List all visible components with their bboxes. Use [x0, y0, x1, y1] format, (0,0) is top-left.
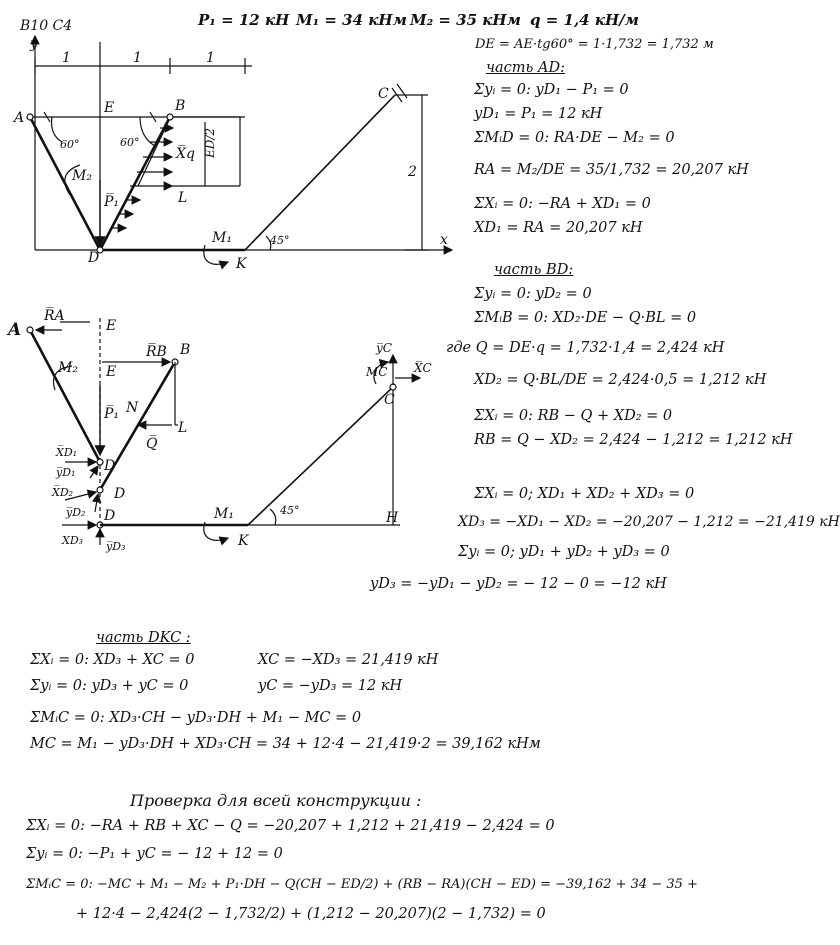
check-line-4: + 12·4 − 2,424(2 − 1,732/2) + (1,212 − 20,207)(2 − 1,732) = 0: [76, 906, 546, 922]
fbd-point-D: D: [114, 486, 126, 502]
fbd-moment-M1: M₁: [214, 506, 234, 522]
fbd-member-AD: [30, 330, 100, 462]
bd-line-6: RB = Q − XD₂ = 2,424 − 1,212 = 1,212 кН: [474, 432, 793, 448]
moment-M1-label: M₁: [212, 230, 232, 246]
fbd-point-N: N: [126, 400, 139, 416]
check-line-1: ΣXᵢ = 0: −RA + RB + XC − Q = −20,207 + 1,212 + 21,419 − 2,424 = 0: [26, 818, 555, 834]
fbd-force-XC: X̅C: [414, 361, 432, 375]
moment-M2-label: M₂: [72, 168, 92, 184]
fbd-point-C: C: [384, 392, 395, 408]
dkc-line-2b: yC = −yD₃ = 12 кН: [258, 678, 403, 694]
bd-line-3: где Q = DE·q = 1,732·1,4 = 2,424 кН: [446, 340, 725, 356]
fbd-force-XD2: X̅D₂: [52, 486, 74, 499]
fbd-point-A: A: [8, 320, 22, 340]
d-line-3: Σyᵢ = 0; yD₁ + yD₂ + yD₃ = 0: [458, 544, 670, 560]
fbd-point-L: L: [178, 420, 188, 436]
fbd-moment-MC: MC: [366, 365, 388, 379]
dim-label: 1: [62, 50, 71, 66]
check-line-2: Σyᵢ = 0: −P₁ + yC = − 12 + 12 = 0: [26, 846, 283, 862]
section-BD-title: часть BD:: [494, 262, 574, 278]
given-M1: M₁ = 34 кНм: [296, 11, 407, 29]
given-q: q = 1,4 кН/м: [530, 11, 639, 29]
fbd-force-YD2: y̅D₂: [66, 506, 86, 519]
fbd-point-E: E: [106, 364, 117, 380]
fbd-force-YD3: y̅D₃: [106, 540, 126, 553]
ad-line-4: RA = M₂/DE = 35/1,732 = 20,207 кН: [474, 162, 749, 178]
calc-DE: DE = AE·tg60° = 1·1,732 = 1,732 м: [475, 37, 714, 52]
ad-line-6: XD₁ = RA = 20,207 кН: [474, 220, 643, 236]
load-q-label: X̅q: [176, 146, 195, 162]
point-B-label: B: [175, 98, 186, 114]
fbd-angle-label: 45°: [280, 504, 300, 517]
fbd-force-RA: R̅A: [44, 308, 65, 324]
check-title: Проверка для всей конструкции :: [130, 791, 422, 810]
ad-line-1: Σyᵢ = 0: yD₁ − P₁ = 0: [474, 82, 629, 98]
fbd-point-E: E: [106, 318, 117, 334]
fbd-member-KC: [248, 387, 393, 525]
ad-line-3: ΣMᵢD = 0: RA·DE − M₂ = 0: [474, 130, 675, 146]
bd-line-4: XD₂ = Q·BL/DE = 2,424·0,5 = 1,212 кН: [474, 372, 767, 388]
fbd-point-H: H: [386, 510, 399, 526]
ad-line-5: ΣXᵢ = 0: −RA + XD₁ = 0: [474, 196, 651, 212]
dkc-line-3: ΣMᵢC = 0: XD₃·CH − yD₃·DH + M₁ − MC = 0: [30, 710, 362, 726]
axis-y-label: y: [30, 36, 38, 52]
dkc-line-4: MC = M₁ − yD₃·DH + XD₃·CH = 34 + 12·4 − 21,419·2 = 39,162 кНм: [30, 736, 541, 752]
fbd-point-B: B: [180, 342, 191, 358]
dkc-line-1a: ΣXᵢ = 0: XD₃ + XC = 0: [30, 652, 195, 668]
dim-ED2-label: ED/2: [203, 127, 217, 158]
point-K-label: K: [236, 256, 247, 272]
fbd-point-K: K: [238, 533, 249, 549]
angle-label: 60°: [120, 136, 140, 149]
fbd-point-D: D: [104, 458, 116, 474]
dkc-line-1b: XC = −XD₃ = 21,419 кН: [258, 652, 439, 668]
point-C-label: C: [378, 86, 389, 102]
fbd-force-RB: R̅B: [146, 344, 167, 360]
section-DKC-title: часть DKC :: [96, 630, 191, 646]
fbd-force-P1: P̅₁: [104, 406, 120, 422]
fbd-force-Q: Q̅: [146, 436, 158, 452]
angle-label: 60°: [60, 138, 80, 151]
dim-height-label: 2: [408, 164, 417, 180]
force-P1-label: P̅₁: [104, 194, 120, 210]
point-D-label: D: [88, 250, 100, 266]
fbd-force-YD1: y̅D₁: [56, 466, 76, 479]
check-line-3: ΣMᵢC = 0: −MC + M₁ − M₂ + P₁·DH − Q(CH − ED/2) + (RB − RA)(CH − ED) = −39,162 + 34 − 35 +: [26, 877, 698, 892]
fbd-force-XD3: XD₃: [62, 534, 84, 547]
point-L-label: L: [178, 190, 188, 206]
d-line-4: yD₃ = −yD₁ − yD₂ = − 12 − 0 = −12 кН: [370, 576, 667, 592]
dkc-line-2a: Σyᵢ = 0: yD₃ + yC = 0: [30, 678, 189, 694]
given-P1: P₁ = 12 кН: [198, 11, 290, 29]
axis-x-label: x: [440, 232, 448, 248]
bd-line-2: ΣMᵢB = 0: XD₂·DE − Q·BL = 0: [474, 310, 697, 326]
fbd-force-XD1: X̅D₁: [56, 446, 78, 459]
d-line-1: ΣXᵢ = 0; XD₁ + XD₂ + XD₃ = 0: [474, 486, 695, 502]
ad-line-2: yD₁ = P₁ = 12 кН: [474, 106, 603, 122]
point-E-label: E: [104, 100, 115, 116]
section-AD-title: часть AD:: [486, 60, 566, 76]
given-M2: M₂ = 35 кНм: [410, 11, 521, 29]
d-line-2: XD₃ = −XD₁ − XD₂ = −20,207 − 1,212 = −21,419 кН: [458, 514, 840, 530]
variant-label: B10 C4: [20, 18, 73, 34]
fbd-force-YC: y̅C: [376, 341, 392, 355]
bd-line-5: ΣXᵢ = 0: RB − Q + XD₂ = 0: [474, 408, 673, 424]
fbd-point-D: D: [104, 508, 116, 524]
dim-label: 1: [206, 50, 215, 66]
angle-label: 45°: [270, 234, 290, 247]
fbd-moment-M2: M₂: [58, 360, 78, 376]
point-A-label: A: [14, 110, 25, 126]
dim-label: 1: [133, 50, 142, 66]
bd-line-1: Σyᵢ = 0: yD₂ = 0: [474, 286, 592, 302]
